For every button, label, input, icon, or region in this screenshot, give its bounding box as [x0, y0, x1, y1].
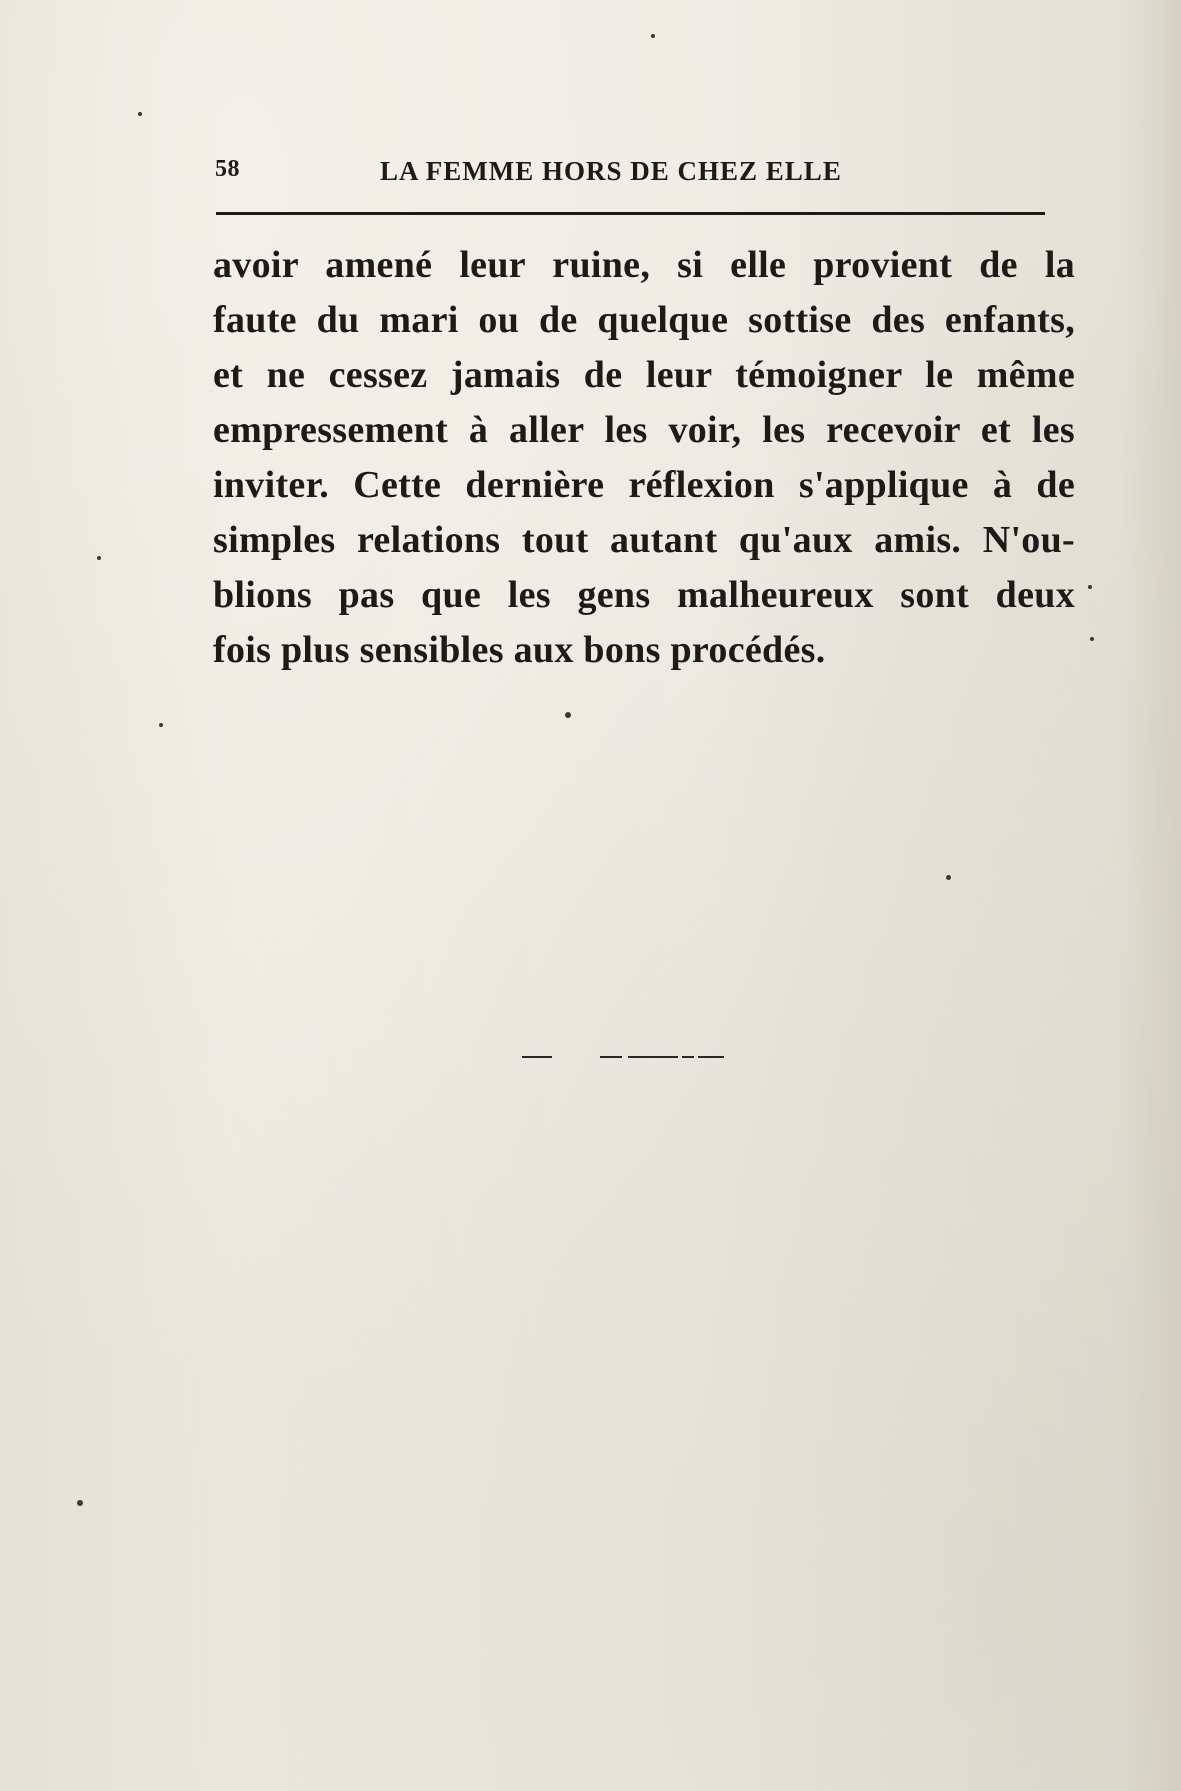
running-title: LA FEMME HORS DE CHEZ ELLE [380, 156, 842, 186]
ornament-dash [600, 1056, 622, 1058]
text-line: avoir amené leur ruine, si elle provient de la [213, 244, 1075, 286]
ornament-dash [682, 1056, 694, 1058]
paper-speck [1088, 585, 1092, 589]
ornament-dash [628, 1056, 678, 1058]
ornament-dash [698, 1056, 724, 1058]
text-line: et ne cessez jamais de leur témoigner le même [213, 354, 1075, 396]
page-number: 58 [215, 156, 240, 182]
text-line: empressement à aller les voir, les recevoir et les [213, 409, 1075, 451]
running-head [215, 152, 1045, 192]
paper-speck [77, 1500, 83, 1506]
paper-speck [138, 112, 142, 116]
paper-speck [1090, 637, 1094, 641]
text-line: fois plus sensibles aux bons procédés. [213, 629, 826, 671]
body-paragraph [213, 238, 1075, 678]
paper-speck [97, 556, 101, 560]
paper-speck [651, 34, 655, 38]
ornament-dash [522, 1056, 552, 1058]
end-ornament [522, 1048, 727, 1068]
text-line: faute du mari ou de quelque sottise des enfants, [213, 299, 1075, 341]
paper-speck [159, 723, 163, 727]
page-edge-shadow [1121, 0, 1181, 1791]
paper-speck [946, 875, 951, 880]
paper-speck [565, 712, 571, 718]
text-line: simples relations tout autant qu'aux amis. N'ou- [213, 519, 1075, 561]
text-line: blions pas que les gens malheureux sont deux [213, 574, 1075, 616]
header-rule [216, 212, 1045, 215]
text-line: inviter. Cette dernière réflexion s'applique à de [213, 464, 1075, 506]
